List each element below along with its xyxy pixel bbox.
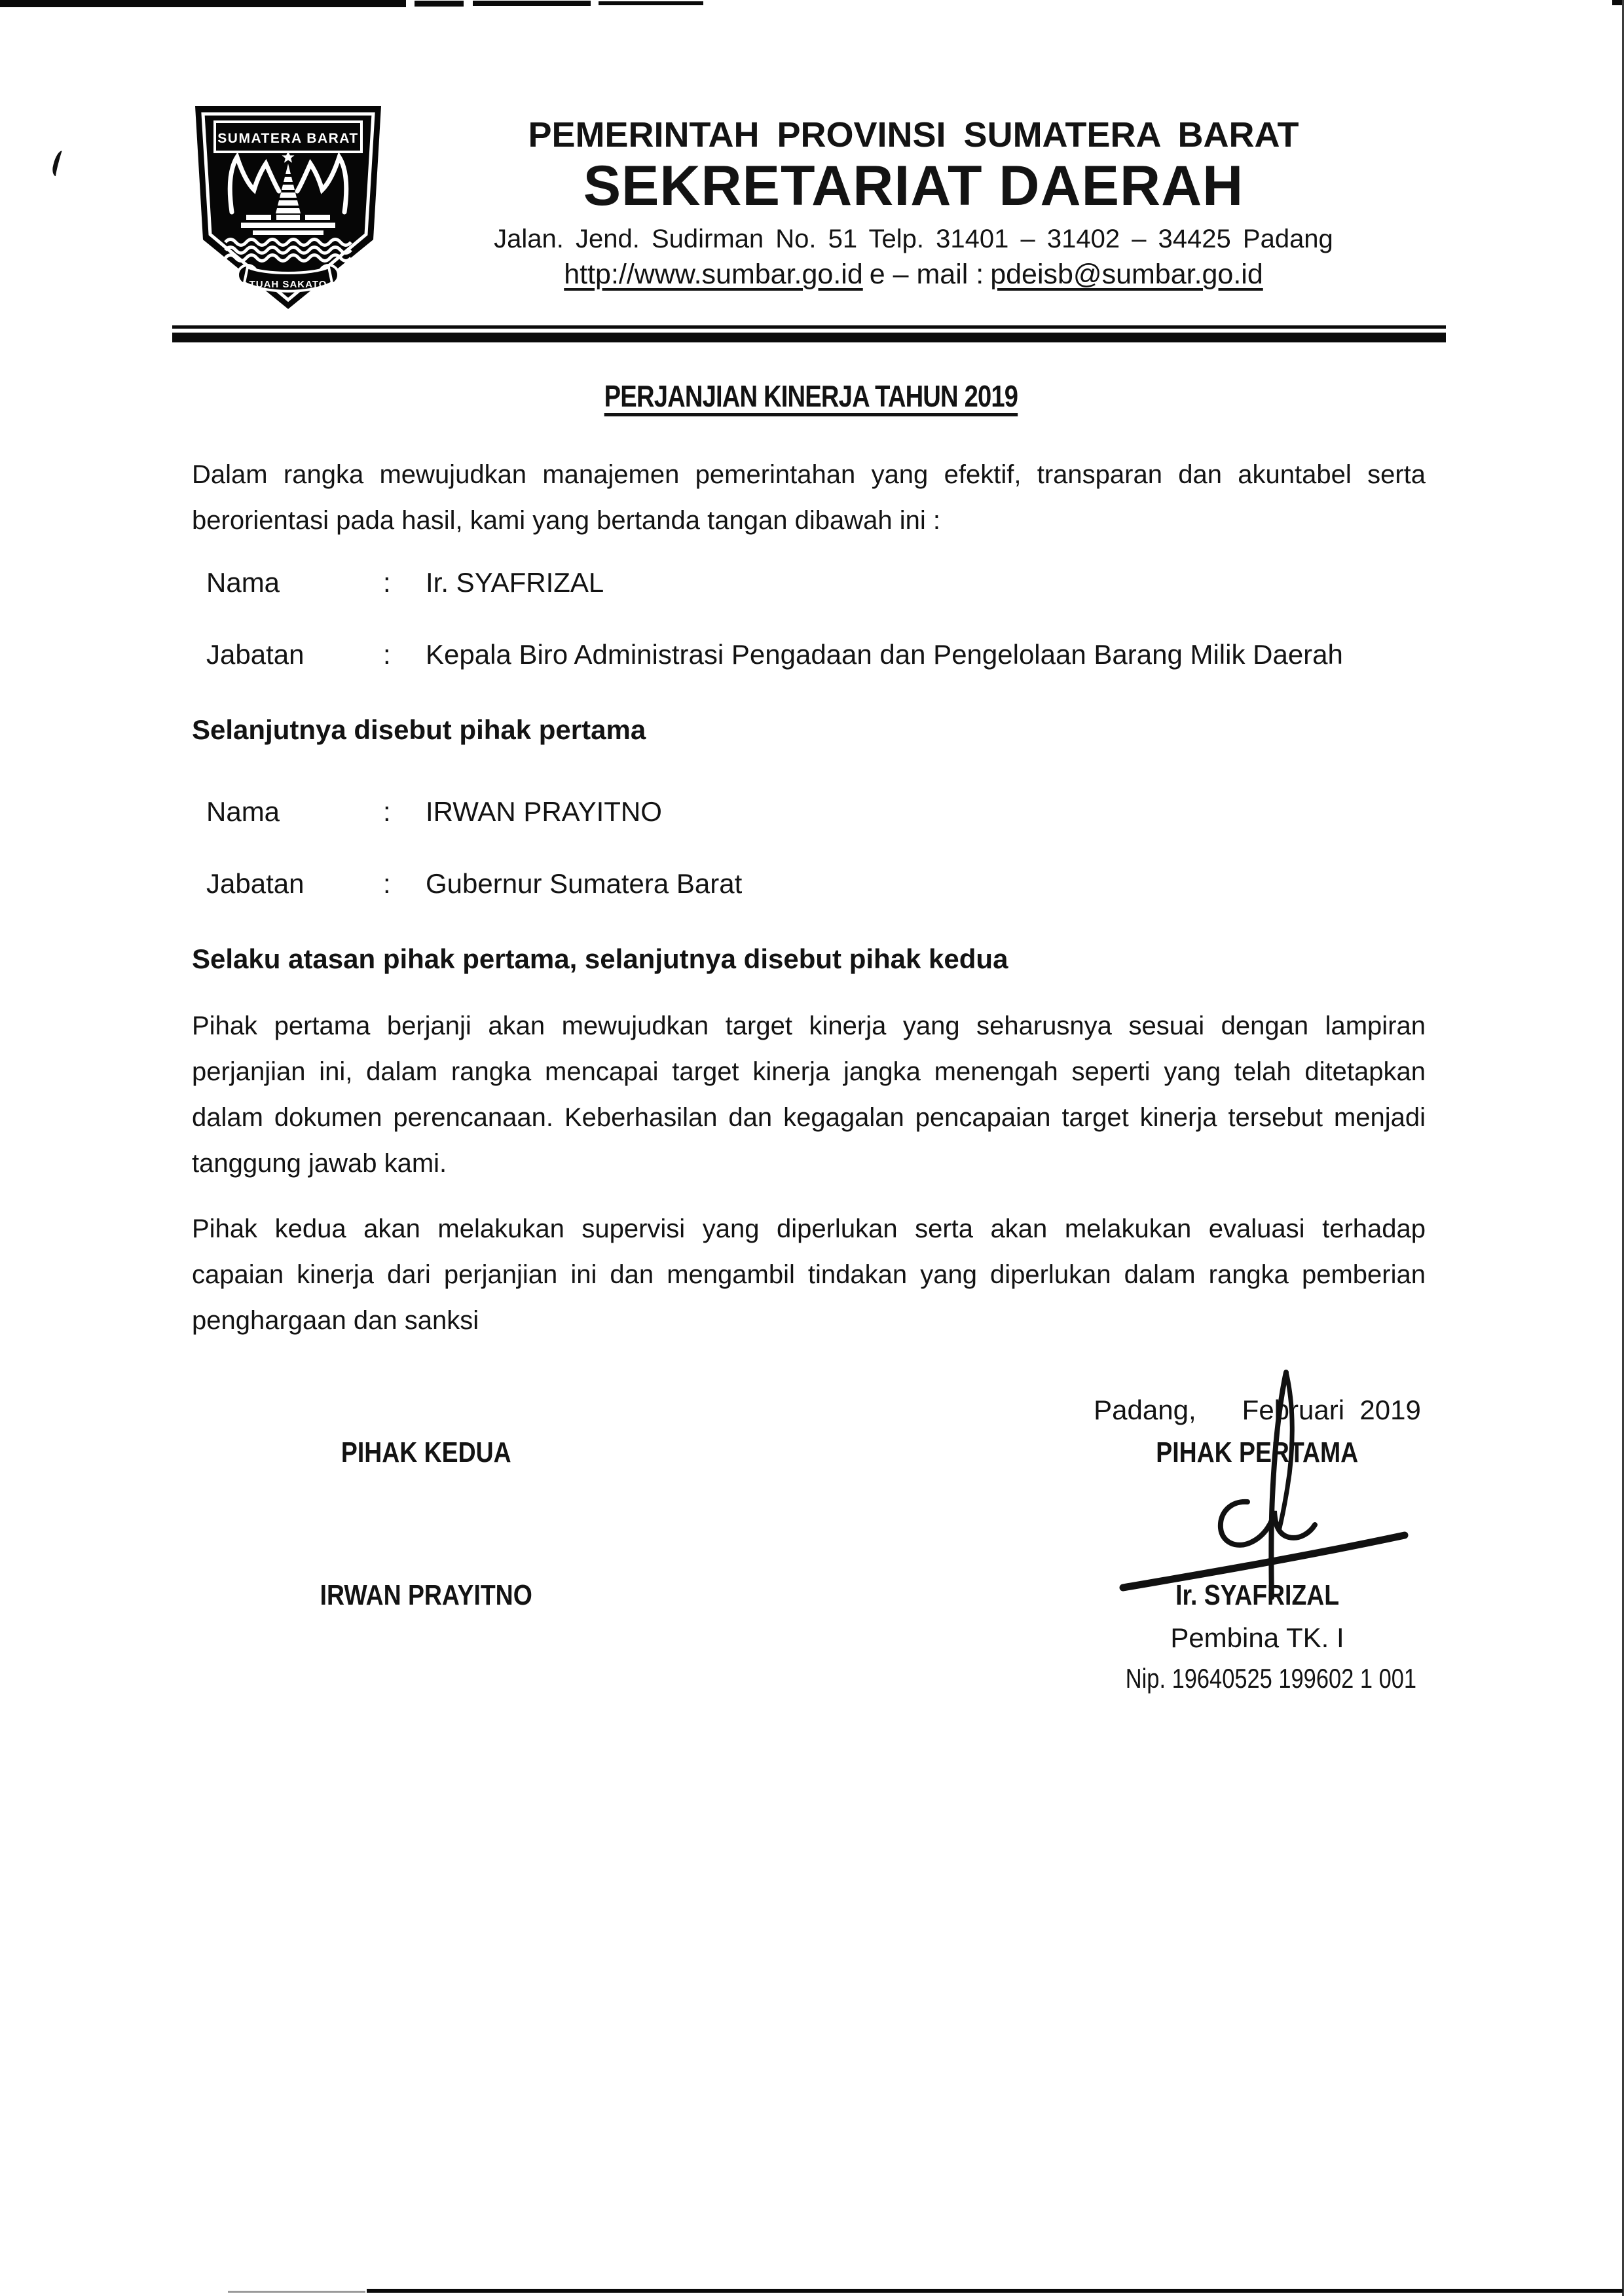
letterhead-contact-line — [462, 258, 1365, 291]
house-base — [241, 215, 335, 235]
letterhead-government-name: PEMERINTAH PROVINSI SUMATERA BARAT — [528, 115, 1299, 155]
scan-artifact-top-dash — [473, 1, 591, 6]
scan-artifact-stray-mark — [50, 150, 67, 178]
first-party-name-row — [206, 567, 1426, 598]
field-colon: : — [383, 567, 391, 598]
field-colon: : — [383, 796, 391, 827]
first-clause-paragraph — [192, 1003, 1426, 1186]
second-party-name-row — [206, 796, 1426, 828]
scan-artifact-bottom-line-faint — [228, 2291, 365, 2293]
paragraph-line: dalam dokumen perencanaan. Keberhasilan dan kegagalan pencapaian target kinerja tersebut menjadi — [192, 1103, 1426, 1132]
field-colon: : — [383, 868, 391, 899]
paragraph-line: tanggung jawab kami. — [192, 1149, 447, 1178]
document-title: PERJANJIAN KINERJA TAHUN 2019 — [604, 379, 1018, 413]
first-party-nip: Nip. 19640525 199602 1 001 — [1125, 1663, 1417, 1694]
first-party-rank: Pembina TK. I — [1170, 1622, 1344, 1653]
scan-artifact-top-dash — [415, 1, 464, 7]
scan-artifact-top-dash — [599, 1, 703, 5]
first-party-name-value: Ir. SYAFRIZAL — [426, 567, 604, 598]
letterhead — [462, 117, 1365, 291]
first-party-designation: Selanjutnya disebut pihak pertama — [192, 714, 646, 745]
second-party-role-heading: PIHAK KEDUA — [341, 1436, 511, 1468]
paragraph-line: perjanjian ini, dalam rangka mencapai target kinerja jangka menengah seperti yang telah ditetapkan — [192, 1057, 1426, 1086]
letterhead-divider-thin — [172, 325, 1446, 329]
paragraph-line: penghargaan dan sanksi — [192, 1306, 479, 1335]
letterhead-email-label: e – mail : — [869, 259, 984, 290]
letterhead-address: Jalan. Jend. Sudirman No. 51 Telp. 31401 – 31402 – 34425 Padang — [494, 225, 1333, 253]
paragraph-line: capaian kinerja dari perjanjian ini dan mengambil tindakan yang diperlukan dalam rangka pemberian — [192, 1260, 1426, 1289]
second-party-position-row — [206, 868, 1426, 900]
second-party-signatory-name: IRWAN PRAYITNO — [320, 1579, 533, 1611]
scan-artifact-bottom-line — [367, 2289, 1623, 2293]
paragraph-line: Pihak pertama berjanji akan mewujudkan target kinerja yang seharusnya sesuai dengan lampiran — [192, 1011, 1426, 1040]
logo-motto-label: TUAH SAKATO — [249, 279, 327, 290]
field-colon: : — [383, 639, 391, 670]
letterhead-department-name: SEKRETARIAT DAERAH — [583, 155, 1244, 217]
paragraph-line: berorientasi pada hasil, kami yang bertanda tangan dibawah ini : — [192, 506, 940, 535]
field-label: Nama — [206, 796, 280, 827]
letterhead-website-link: http://www.sumbar.go.id — [564, 259, 863, 290]
field-label: Nama — [206, 567, 280, 598]
field-label: Jabatan — [206, 639, 304, 670]
province-seal-logo — [189, 102, 388, 313]
scan-artifact-top-line — [0, 0, 406, 7]
second-party-position-value: Gubernur Sumatera Barat — [426, 868, 743, 899]
signature-place-date: Padang, Februari 2019 — [1094, 1394, 1421, 1425]
first-party-position-value: Kepala Biro Administrasi Pengadaan dan Pengelolaan Barang Milik Daerah — [426, 639, 1343, 670]
field-label: Jabatan — [206, 868, 304, 899]
letterhead-divider-thick — [172, 333, 1446, 342]
intro-paragraph — [192, 452, 1426, 543]
first-party-position-row — [206, 639, 1426, 670]
second-party-designation: Selaku atasan pihak pertama, selanjutnya disebut pihak kedua — [192, 943, 1008, 974]
second-clause-paragraph — [192, 1206, 1426, 1343]
first-party-role-heading: PIHAK PERTAMA — [1156, 1436, 1359, 1468]
letterhead-email-link: pdeisb@sumbar.go.id — [990, 259, 1263, 290]
second-party-name-value: IRWAN PRAYITNO — [426, 796, 662, 827]
paragraph-line: Pihak kedua akan melakukan supervisi yang diperlukan serta akan melakukan evaluasi terhadap — [192, 1214, 1426, 1243]
handwritten-signature — [1113, 1363, 1414, 1612]
first-party-signatory-name: Ir. SYAFRIZAL — [1175, 1579, 1340, 1611]
paragraph-line: Dalam rangka mewujudkan manajemen pemerintahan yang efektif, transparan dan akuntabel serta — [192, 460, 1426, 489]
logo-region-label: SUMATERA BARAT — [217, 131, 359, 146]
